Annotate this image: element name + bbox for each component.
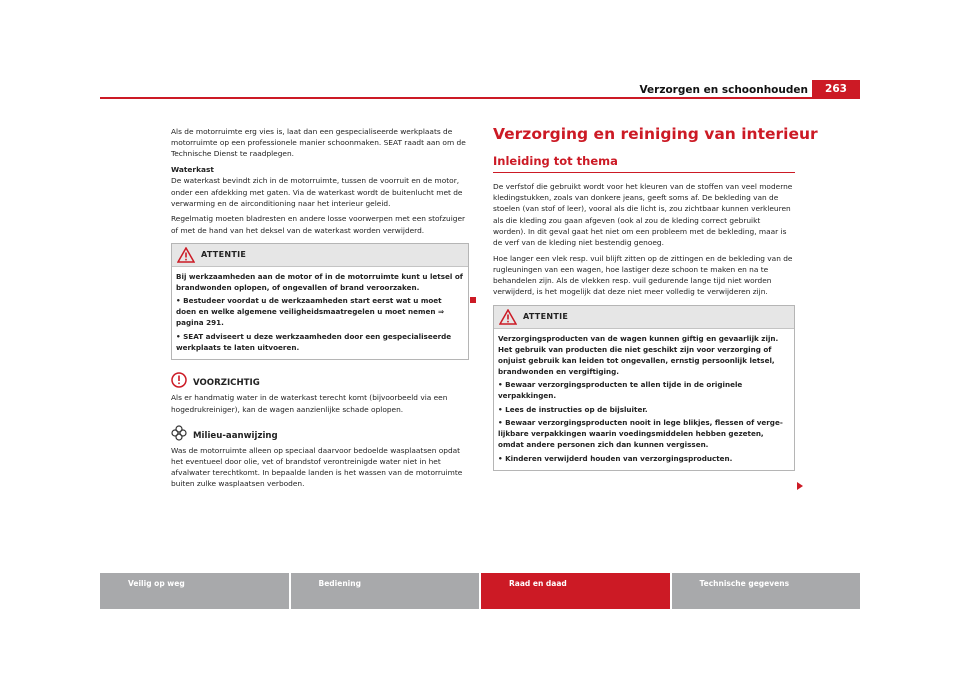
warning-triangle-icon xyxy=(499,309,517,325)
right-column xyxy=(493,124,818,483)
warning-box xyxy=(493,305,795,472)
intro-paragraph: Als de motorruimte erg vies is, laat dan een gespecialiseerde werkplaats de motorruimte op een professionele manier schoonmaken. SEAT raadt aan om de Technische Dienst te raadplegen. xyxy=(171,127,466,159)
warning-bullet: • Bewaar verzorgingsproducten te allen tijde in de originele verpakkingen. xyxy=(498,380,743,401)
warning-label: ATTENTIE xyxy=(523,311,569,321)
running-header-title: Verzorgen en schoonhouden xyxy=(639,84,808,96)
environment-label: Milieu-aanwijzing xyxy=(193,430,278,441)
warning-bullet: • Kinderen verwijderd houden van verzorgingsproducten. xyxy=(498,453,733,463)
interior-paragraph-1: De verfstof die gebruikt wordt voor het kleuren van de stoffen van veel moderne kledingstukken, zoals van donkere jeans, geeft soms af. De bekleding van de stoelen (van stof of leer), vooral als die licht is, zou zichtbaar kunnen verkleuren als die kleding zou gaan afgeven (ook al zou de kleding correct gebruikt worden). In dit geval gaat het niet om een probleem met de bekleding, maar is de verf van de kleding niet bestendig genoeg. xyxy=(493,182,793,248)
environment-flower-icon xyxy=(171,425,187,441)
warning-box xyxy=(171,243,469,361)
page-number: 263 xyxy=(812,80,860,98)
section-title: Verzorging en reiniging van interieur xyxy=(493,125,818,143)
warning-bullet: • Bewaar verzorgingsproducten nooit in lege blikjes, flessen of verge-lijkbare verpakkingen waarin voedingsmiddelen hebben gezeten, omdat andere personen zich dan kunnen vergissen. xyxy=(498,418,783,450)
caution-text: Als er handmatig water in de waterkast terecht komt (bijvoorbeeld via een hogedrukreiniger), kan de wagen aanzienlijke schade oplopen. xyxy=(171,393,448,414)
tab-technische-gegevens[interactable]: Technische gegevens xyxy=(672,573,861,609)
header-rule xyxy=(100,97,860,99)
warning-label: ATTENTIE xyxy=(201,249,247,259)
waterkast-heading: Waterkast xyxy=(171,165,214,175)
warning-body xyxy=(494,329,794,471)
warning-intro: Verzorgingsproducten van de wagen kunnen giftig en gevaarlijk zijn. Het gebruik van producten die niet geschikt zijn voor verzorging of onjuist gebruik kan leiden tot ongevallen, ernstig persoonlijk letsel, brandwonden en vergiftiging. xyxy=(498,333,779,376)
left-column xyxy=(171,126,469,500)
interior-paragraph-2: Hoe langer een vlek resp. vuil blijft zitten op de zittingen en de bekleding van de rugleuningen van een wagen, hoe lastiger deze schoon te maken en na te behandelen zijn. Als de vlekken resp. vuil gedurende lange tijd niet worden verwijderd, is het mogelijk dat deze niet meer volledig te verwijderen zijn. xyxy=(493,253,793,297)
warning-box-header xyxy=(172,244,468,267)
tab-raad-en-daad[interactable]: Raad en daad xyxy=(481,573,670,609)
warning-bullet: • Lees de instructies op de bijsluiter. xyxy=(498,404,648,414)
section-end-marker xyxy=(470,297,476,303)
caution-label: VOORZICHTIG xyxy=(193,378,260,389)
continue-arrow-icon xyxy=(797,482,803,490)
warning-body xyxy=(172,267,468,360)
waterkast-paragraph-2: Regelmatig moeten bladresten en andere losse voorwerpen met een stofzuiger of met de hand van het deksel van de waterkast worden verwijderd. xyxy=(171,214,466,235)
warning-triangle-icon xyxy=(177,247,195,263)
tab-veilig-op-weg[interactable]: Veilig op weg xyxy=(100,573,289,609)
waterkast-paragraph: De waterkast bevindt zich in de motorruimte, tussen de voorruit en de motor, onder een afdekking met gaten. Via de waterkast wordt de buitenlucht met de verwarming en de airconditioning naar het interieur geleid. xyxy=(171,176,463,208)
warning-bullet: • SEAT adviseert u deze werkzaamheden door een gespecialiseerde werkplaats te laten uitvoeren. xyxy=(176,331,452,352)
tab-bediening[interactable]: Bediening xyxy=(291,573,480,609)
warning-bullet: • Bestudeer voordat u de werkzaamheden start eerst wat u moet doen en welke algemene veiligheidsmaatregelen u moet nemen ⇒ pagina 291. xyxy=(176,296,445,328)
environment-text: Was de motorruimte alleen op speciaal daarvoor bedoelde wasplaatsen opdat het eventueel door olie, vet of brandstof verontreinigde water niet in het afvalwater terechtkomt. In bepaalde landen is het wassen van de motorruimte buiten zulke wasplaatsen verboden. xyxy=(171,445,463,489)
caution-exclamation-icon xyxy=(171,372,187,388)
chapter-tabs xyxy=(100,573,860,609)
section-subtitle: Inleiding tot thema xyxy=(493,154,795,173)
warning-box-header xyxy=(494,306,794,329)
environment-header xyxy=(171,425,469,443)
caution-header xyxy=(171,372,469,390)
warning-intro: Bij werkzaamheden aan de motor of in de motorruimte kunt u letsel of brandwonden oplopen, of ongevallen of brand veroorzaken. xyxy=(176,271,463,292)
